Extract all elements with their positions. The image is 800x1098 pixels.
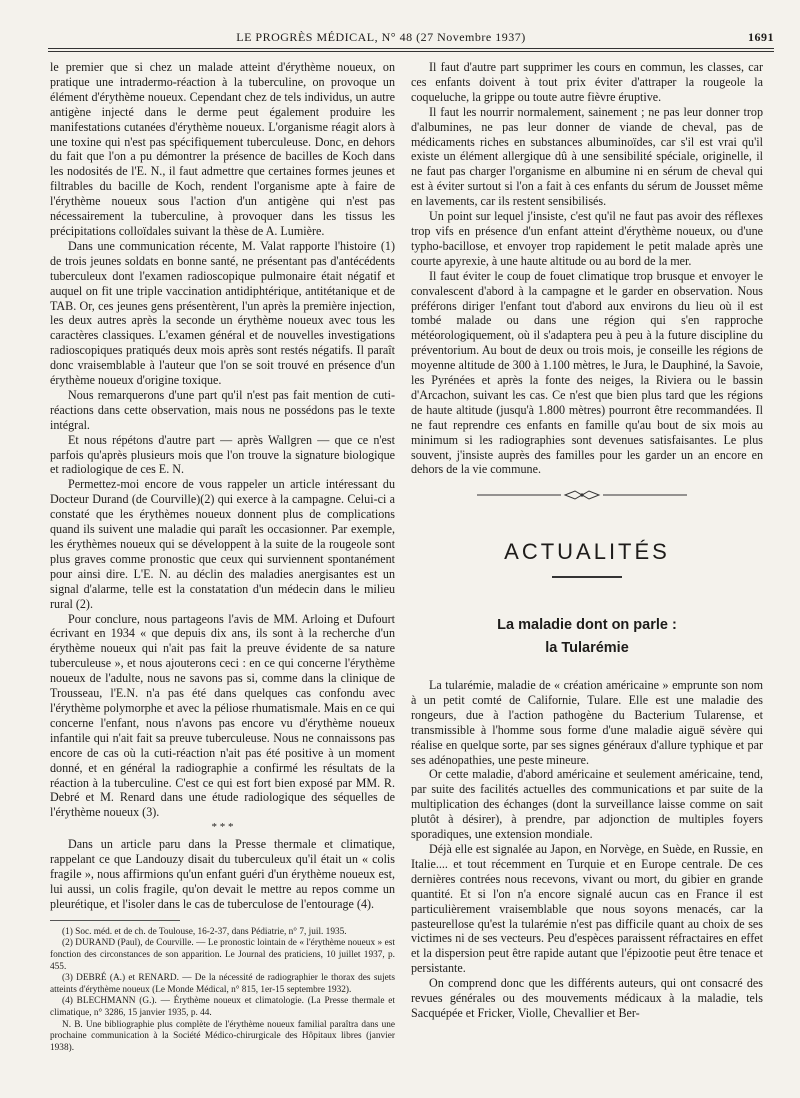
paragraph: Pour conclure, nous partageons l'avis de MM. Arloing et Dufourt écrivant en 1934 « que depuis dix ans, ils sont à la recherche d'un érythème noueux qui n'ait pas fait la preuve évidente de sa nature tuberculeuse », et nous ajouterons ceci : en ce qui concerne l'érythème noueux de l'adulte, nous ne savons pas si, comme dans la clinique de Trousseau, l'E.N. n'a pas été dans quelques cas confondu avec l'érythème polymorphe et avec la péliose rhumatismale. Mais en ce qui concerne l'enfant, nous n'avons pas encore vu d'érythème noueux infantile qui n'ait fait sa preuve tuberculeuse. Nous ne connaissons pas encore de cas où la cuti-réaction n'ait pas été positive à un moment donné, et en général la radiographie a confirmé les résultats de la réaction à la tuberculine. C'est ce qui est fort bien exposé par MM. R. Debré et M. Renard dans une étude radiologique des séquelles de l'érythème noueux (3). (50, 611, 395, 820)
page-number: 1691 (748, 30, 774, 44)
footnote-rule (50, 920, 180, 921)
header-rule-double (48, 51, 774, 52)
paragraph: Dans une communication récente, M. Valat rapporte l'histoire (1) de trois jeunes soldats en bonne santé, ne présentant pas d'antécédents tuberculeux dont l'examen radioscopique pulmonaire était négatif et auquel on fit une triple vaccination antidiphtérique, antitétanique et de TAB. Or, ces jeunes gens présentèrent, l'un après la première injection, les deux autres après la seconde un érythème noueux avec tous les caractères classiques. L'examen général et de nouvelles investigations radioscopiques pratiqués deux mois après sont restés négatifs. Il paraît donc vraisemblable à l'auteur que l'on se soit trouvé en présence d'un érythème noueux d'origine toxique. (50, 238, 395, 388)
paragraph: Et nous répétons d'autre part — après Wallgren — que ce n'est parfois qu'après plusieurs mois que l'on trouve la signature biologique et radiologique de ces E. N. (50, 432, 395, 477)
ornament-divider (477, 489, 687, 501)
footnote: (3) DEBRÉ (A.) et RENARD. — De la nécessité de radiographier le thorax des sujets atteints d'érythème noueux (Le Monde Médical, n° 815, 1er-15 septembre 1932). (50, 973, 395, 995)
right-column (411, 60, 763, 1021)
paragraph: Un point sur lequel j'insiste, c'est qu'il ne faut pas avoir des réflexes trop vifs en présence d'un enfant atteint d'érythème noueux, ou d'une typho-bacillose, et envoyer trop rapidement le petit malade après une courte apyrexie, à une haute altitude ou au bord de la mer. (411, 209, 763, 268)
paragraph: La tularémie, maladie de « création américaine » emprunte son nom à un petit comté de Californie, Tulare. Elle est une maladie des rongeurs, due à l'action pathogène du Bacterium Tularense, et transmissible à l'homme sous forme d'une maladie aiguë sévère qui réalise en quelque sorte, par ses signes généraux d'allure typhique et par ses adénopathies, une peste mineure. (411, 678, 763, 767)
footnote: (2) DURAND (Paul), de Courville. — Le pronostic lointain de « l'érythème noueux » est fonction des circonstances de son apparition. Le Journal des praticiens, 10 juillet 1937, p. 455. (50, 938, 395, 972)
article-heading: La maladie dont on parle : (497, 617, 677, 634)
paragraph: Il faut les nourrir normalement, sainement ; ne pas leur donner trop d'albumines, ne pas leur donner de viande de cheval, pas de médicaments riches en substances albuminoïdes, car s'il est vrai qu'il existe un élément allergique dû à une sensibilité spéciale, originelle, il ne faut pas charger l'organisme en albumine ni en sérum de cheval qui est à éviter surtout si l'on a fait à ces enfants du sérum de Jousset même en lavements, car ils restent sensibilisés. (411, 104, 763, 209)
paragraph: Déjà elle est signalée au Japon, en Norvège, en Suède, en Russie, en Italie.... et tout récemment en Turquie et en Europe centrale. De ces dernières contrées nous recevons, vivant ou mort, du gibier en grande quantité. Et si l'on n'a encore signalé aucun cas en France il est particulièrement vraisemblable que nous soyons menacés, car la pasteurellose qu'est la tularémie n'est pas difficile quant au choix de ses victimes ni de ses vecteurs. Peu d'espèces paraissent réfractaires en effet et la dispersion peut être rapide autant que l'épizootie peut être tenace et persistante. (411, 841, 763, 976)
paragraph: Il faut éviter le coup de fouet climatique trop brusque et envoyer le convalescent d'abord à la campagne et le garder en observation. Nous préférons diriger l'enfant tout d'abord aux environs du lieu où il est tombé malade ou dans une région qui s'en rapproche météorologiquement, où il s'adaptera peu à peu à la future discipline du préventorium. Au bout de deux ou trois mois, je conseille les régions de moyenne altitude de 300 à 1.100 mètres, le Jura, le Dauphiné, la Savoie, les Pyrénées et après la fonte des neiges, la Riviera ou le bassin d'Arcachon, suivant les cas. Ce n'est que bien plus tard que les régions de haute altitude (jusqu'à 1.800 mètres) pourront être recommandées. Il ne faut reprendre ces enfants en famille qu'au bout de six mois au minimum si les radiographies sont devenues satisfaisantes. Le plus souvent, j'insiste auprès des familles pour les garder un an encore en dehors de la vie commune. (411, 268, 763, 477)
paragraph: Il faut d'autre part supprimer les cours en commun, les classes, car ces enfants doivent à tout prix éviter d'attraper la rougeole la coqueluche, la grippe ou toute autre fièvre éruptive. (411, 60, 763, 104)
paragraph: Permettez-moi encore de vous rappeler un article intéressant du Docteur Durand (de Courville)(2) qui exerce à la campagne. Celui-ci a constaté que les érythèmes noueux donnent plus de complications quand ils suivent une maladie qui paraît les occasionner. Par exemple, les érythèmes noueux qui se développent à la suite de la rougeole sont plus graves comme pronostic que ceux qui surviennent spontanément pour ainsi dire. L'E. N. au déclin des maladies anergisantes est un signal d'alarme, telle est la constatation d'un médecin dans le milieu rural (2). (50, 477, 395, 611)
article-subheading: la Tularémie (545, 640, 629, 657)
footnote: (1) Soc. méd. et de ch. de Toulouse, 16-2-37, dans Pédiatrie, n° 7, juil. 1935. (62, 926, 347, 937)
section-rule (552, 576, 622, 578)
running-title: LE PROGRÈS MÉDICAL, N° 48 (27 Novembre 1937) (236, 30, 526, 44)
paragraph: On comprend donc que les différents auteurs, qui ont consacré des revues générales ou des mouvements médicaux à la maladie, tels Sacquépée et Fricker, Violle, Chevallier et Ber- (411, 976, 763, 1020)
footnote: (4) BLECHMANN (G.). — Érythème noueux et climatologie. (La Presse thermale et climatique, n° 3286, 15 janvier 1935, p. 44. (50, 996, 395, 1018)
paragraph: Dans un article paru dans la Presse thermale et climatique, rappelant ce que Landouzy disait du tuberculeux qu'il était un « colis fragile », nous affirmions qu'un enfant guéri d'un érythème noueux est, lui aussi, un colis fragile, qu'on devait le mettre au repos comme un pleurétique, et l'isoler dans le cas de tuberculose de l'entourage (4). (50, 837, 395, 911)
paragraph: Nous remarquerons d'une part qu'il n'est pas fait mention de cuti-réactions dans cette observation, mais nous ne possédons pas le texte intégral. (50, 387, 395, 432)
page-header (48, 26, 774, 48)
section-title: ACTUALITÉS (504, 539, 670, 565)
left-column (50, 60, 395, 1054)
paragraph: le premier que si chez un malade atteint d'érythème noueux, on pratique une intradermo-réaction à la tuberculine, on provoque un élément d'érythème noueux. Cependant chez de tels individus, un autre antigène injecté dans le derme peut également produire les manifestations cutanées d'érythème noueux. L'organisme réagit alors à une toxine qui n'est pas spécifiquement tuberculeuse. Donc, en dehors du fait que l'on a pu démontrer la présence de bacilles de Koch dans les nodosités de l'E. N., il faut admettre que certaines formes jeunes et filtrables du bacille de Koch, rendent l'organisme apte à faire de l'érythème noueux sous l'action d'un antigène qui n'est pas nécessairement la tuberculine, à provoquer dans les tissus les précipitations colloïdales suivant la thèse de A. Lumière. (50, 60, 395, 238)
paragraph: Or cette maladie, d'abord américaine et seulement américaine, tend, par suite des facilités actuelles des communications et par suite de la multiplication des échanges (dont la surveillance laisse comme on sait plutôt à désirer), à prendre, par adjonction de multiples foyers sporadiques, une extension mondiale. (411, 767, 763, 842)
asterism: * * * (211, 821, 234, 834)
header-rule (48, 48, 774, 49)
footnotes (50, 927, 395, 1055)
footnote: N. B. Une bibliographie plus complète de l'érythème noueux familial paraîtra dans une prochaine communication à la Société Médico-chirurgicale des Hôpitaux libres (janvier 1938). (50, 1019, 395, 1053)
